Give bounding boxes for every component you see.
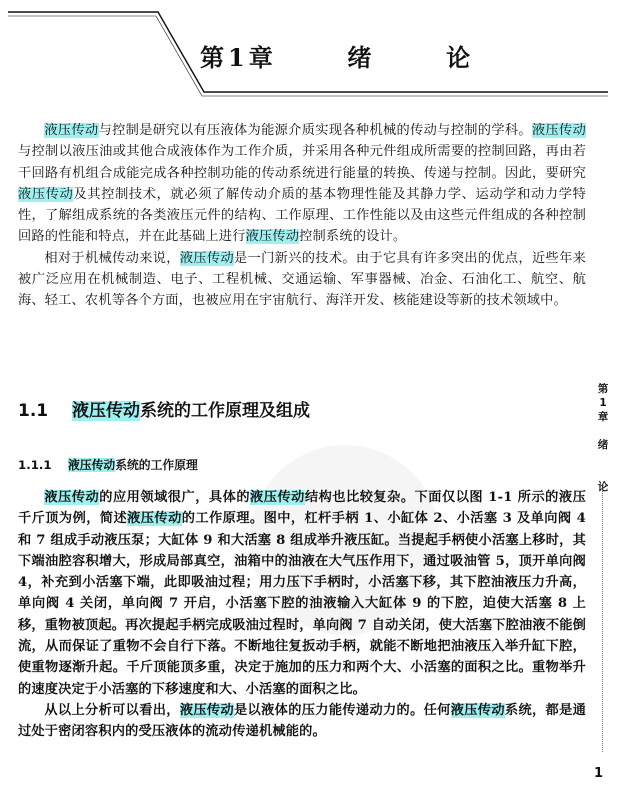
side-tab-char: 绪	[597, 439, 609, 451]
side-tab-char: 章	[597, 411, 609, 423]
section-title: 系统的工作原理及组成	[140, 401, 310, 421]
highlighted-term: 液压传动	[245, 229, 300, 245]
highlighted-term: 液压传动	[44, 123, 99, 138]
text-run: 是一门新兴的技术。由于它具有许多突出的优点，近些年来被广泛应用在机械制造、电子、工程机械、交通运输、军事器械、冶金、石油化工、航空、航海、轻工、农机等各个方面，也被应用在宇宙航行、海洋开发、核能建设等新的技术领域中。	[18, 250, 586, 309]
section-title-highlight: 液压传动	[72, 401, 140, 421]
side-tab-char: 1	[599, 397, 607, 409]
highlighted-term: 液压传动	[250, 490, 305, 505]
highlighted-term: 液压传动	[179, 702, 235, 718]
subsection-heading-1-1-1	[18, 456, 586, 473]
text-run: 相对于机械传动来说，	[44, 250, 180, 266]
chapter-title-char-1: 绪	[347, 43, 376, 72]
subsection-title-highlight: 液压传动	[68, 458, 116, 472]
section-number: 1.1	[18, 401, 49, 421]
section-heading-1-1	[18, 396, 586, 421]
highlighted-term: 液压传动	[179, 250, 235, 266]
text-run: 及其控制技术，就必须了解传动介质的基本物理性能及其静力学、运动学和动力学特性，了解组成系统的各类液压元件的结构、工作原理、工作性能以及由这些元件组成的各种控制回路的性能和特点，并在此基础上进行	[18, 186, 586, 245]
page-number: 1	[594, 766, 604, 781]
highlighted-term: 液压传动	[18, 186, 74, 202]
chapter-title-char-2: 论	[446, 43, 475, 72]
chapter-title	[200, 38, 530, 73]
section-paragraph-1	[18, 487, 586, 700]
side-tab-char: 论	[597, 481, 609, 493]
text-run: 与控制以液压油或其他合成液体作为工作介质，并采用各种元件组成所需要的控制回路，再由若干回路有机组合成能完成各种控制功能的传动系统进行能量的转换、传递与控制。因此，要研究	[18, 144, 586, 181]
text-run: 控制系统的设计。	[299, 229, 407, 245]
intro-paragraph-2	[18, 248, 586, 312]
text-run: 是以液体的压力能传递动力的。任何	[234, 702, 451, 718]
text-run: 的工作原理。图中，杠杆手柄 1、小缸体 2、小活塞 3 及单向阀 4 和 7 组成手动液压泵；大缸体 9 和大活塞 8 组成举升液压缸。当提起手柄使小活塞上移时，其下端油腔容积增大，形成局部真空，油箱中的油液在大气压作用下，通过吸油管 5，顶开单向阀 4，补充到小活塞下端，此即吸油过程；用力压下手柄时，小活塞下移，其下腔油液压力升高，单向阀 4 关闭，单向阀 7 开启，小活塞下腔的油液输入大缸体 9 的下腔，迫使大活塞 8 上移，重物被顶起。再次提起手柄完成吸油过程时，单向阀 7 自动关闭，使大活塞下腔油液不能倒流，从而保证了重物不会自行下落。不断地往复扳动手柄，就能不断地把油液压入举升缸下腔，使重物逐渐升起。千斤顶能顶多重，决定于施加的压力和两个大、小活塞的面积之比。重物举升的速度决定于小活塞的下移速度和大、小活塞的面积之比。	[18, 511, 586, 697]
highlighted-term: 液压传动	[531, 123, 586, 138]
highlighted-term: 液压传动	[44, 490, 100, 505]
subsection-number: 1.1.1	[18, 458, 52, 472]
text-run: 系统，都是通过处于密闭容积内的受压液体的流动传递机械能的。	[18, 702, 587, 740]
text-run: 结构也比较复杂。下面仅以图 1-1 所示的液压千斤顶为例，简述	[18, 490, 586, 527]
intro-text-block	[18, 120, 586, 312]
side-tab-dotted-line	[602, 490, 603, 752]
highlighted-term: 液压传动	[127, 511, 182, 527]
section-text-block	[18, 487, 586, 743]
text-run: 从以上分析可以看出，	[44, 702, 180, 718]
section-paragraph-2	[18, 700, 586, 743]
intro-paragraph-1	[18, 120, 586, 248]
chapter-label: 第1章	[200, 43, 277, 72]
side-tab-char: 第	[597, 383, 609, 395]
subsection-title: 系统的工作原理	[115, 458, 198, 472]
chapter-side-tab	[596, 382, 610, 494]
text-run: 与控制是研究以有压液体为能源介质实现各种机械的传动与控制的学科。	[98, 123, 532, 138]
text-run: 的应用领域很广，具体的	[99, 490, 251, 505]
highlighted-term: 液压传动	[450, 702, 505, 718]
